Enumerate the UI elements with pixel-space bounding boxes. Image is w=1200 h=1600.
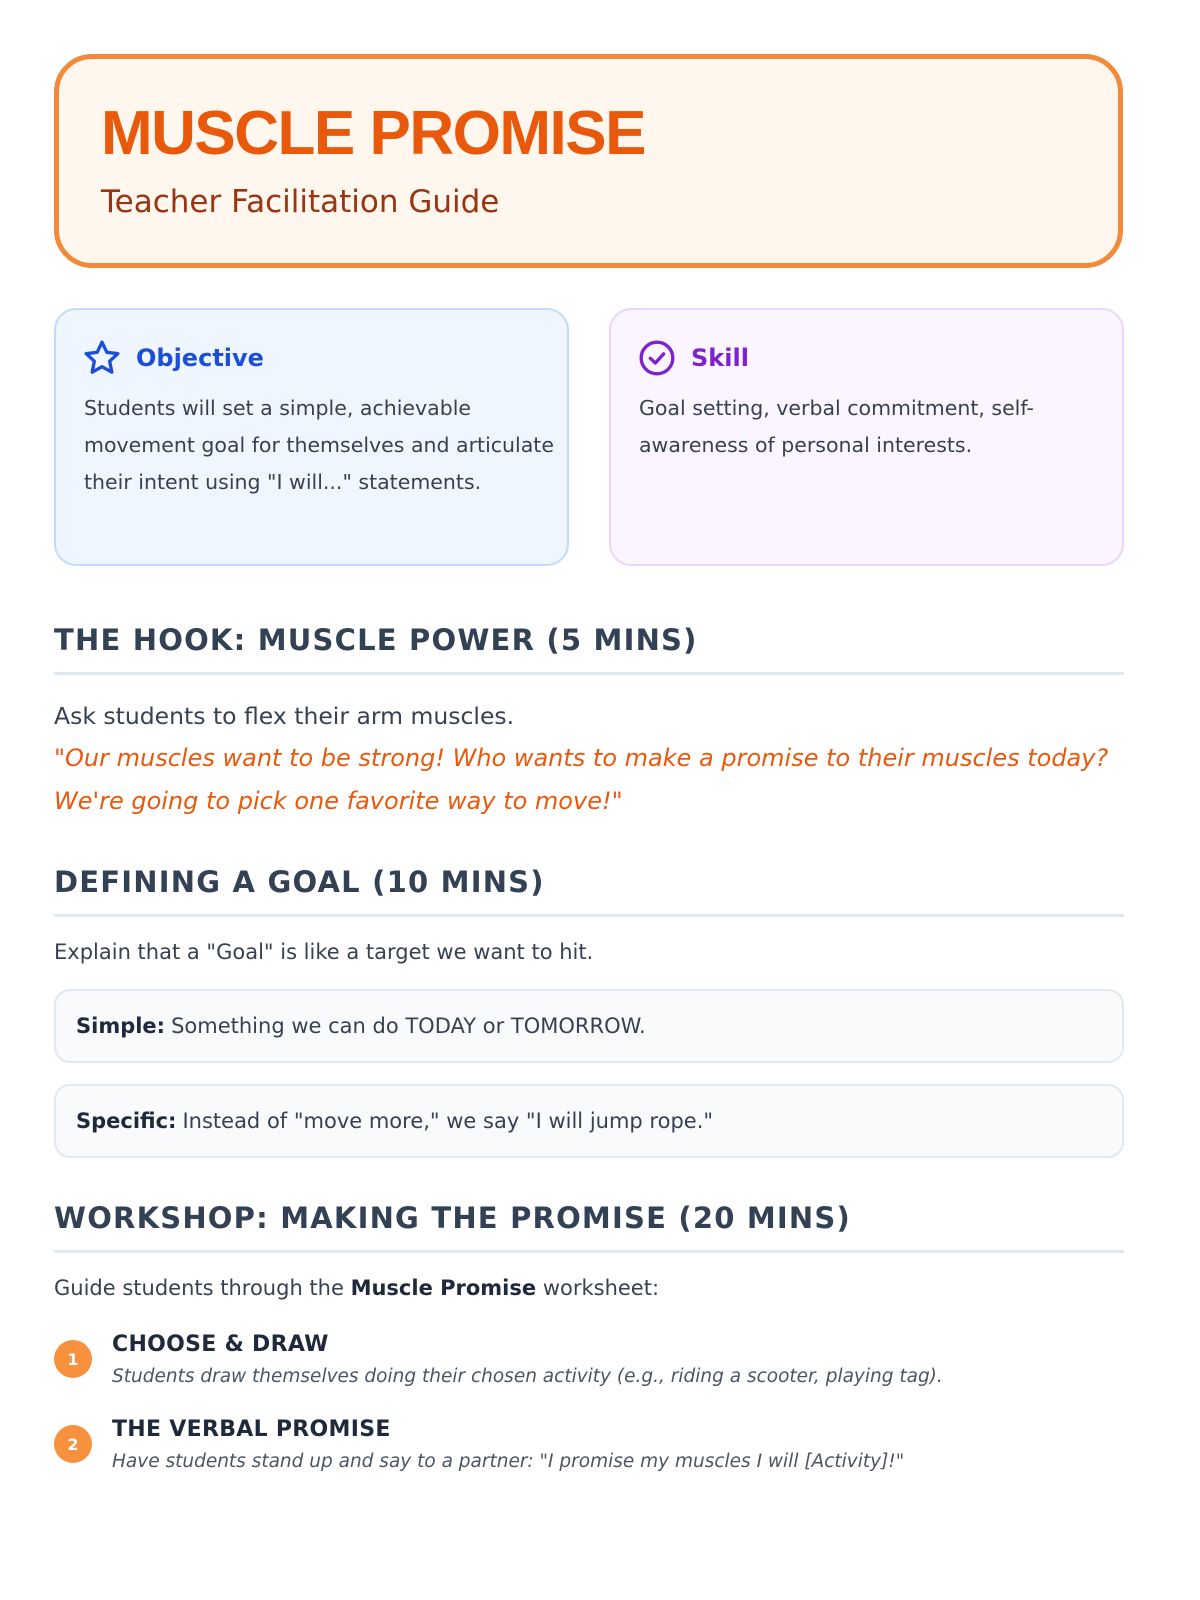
- step-title: THE VERBAL PROMISE: [112, 1417, 391, 1442]
- definition-text: Something we can do TODAY or TOMORROW.: [171, 1014, 646, 1038]
- skill-text: Goal setting, verbal commitment, self-awareness of personal interests.: [639, 396, 1034, 457]
- star-icon: [82, 338, 122, 378]
- workshop-intro-text: Guide students through the: [54, 1276, 344, 1300]
- hook-section-title: THE HOOK: MUSCLE POWER (5 MINS): [54, 622, 1124, 675]
- page-subtitle: Teacher Facilitation Guide: [101, 184, 500, 220]
- skill-card: [609, 308, 1124, 566]
- objective-card: [54, 308, 569, 566]
- defining-intro: Explain that a "Goal" is like a target we want to hit.: [54, 940, 594, 964]
- defining-section-title: DEFINING A GOAL (10 MINS): [54, 864, 1124, 917]
- step-number-badge: 1: [54, 1340, 92, 1378]
- definition-label: Simple:: [76, 1014, 166, 1038]
- step-title: CHOOSE & DRAW: [112, 1332, 329, 1357]
- step-item: [54, 1330, 1124, 1400]
- workshop-intro-text: worksheet:: [542, 1276, 660, 1300]
- step-description: Have students stand up and say to a partner: "I promise my muscles I will [Activity]!": [112, 1451, 905, 1472]
- step-description: Students draw themselves doing their chosen activity (e.g., riding a scooter, playing tag).: [112, 1366, 943, 1387]
- definition-text: Instead of "move more," we say "I will jump rope.": [182, 1109, 714, 1133]
- page-title: MUSCLE PROMISE: [101, 99, 645, 168]
- skill-heading: Skill: [691, 344, 749, 372]
- header-card: [54, 54, 1123, 268]
- objective-heading: Objective: [136, 344, 264, 372]
- definition-label: Specific:: [76, 1109, 177, 1133]
- hook-quote: "Our muscles want to be strong! Who wants to make a promise to their muscles today? We're going to pick one favorite way to move!": [54, 744, 1109, 815]
- worksheet-name: Muscle Promise: [350, 1276, 537, 1300]
- definition-box-specific: [54, 1084, 1124, 1158]
- check-circle-icon: [637, 338, 677, 378]
- step-number-badge: 2: [54, 1425, 92, 1463]
- objective-text: Students will set a simple, achievable movement goal for themselves and articulate their intent using "I will..." statements.: [84, 396, 554, 494]
- step-item: [54, 1415, 1124, 1485]
- workshop-intro: [54, 1273, 1124, 1303]
- definition-box-simple: [54, 989, 1124, 1063]
- workshop-section-title: WORKSHOP: MAKING THE PROMISE (20 MINS): [54, 1200, 1124, 1253]
- hook-instruction: Ask students to flex their arm muscles.: [54, 702, 515, 730]
